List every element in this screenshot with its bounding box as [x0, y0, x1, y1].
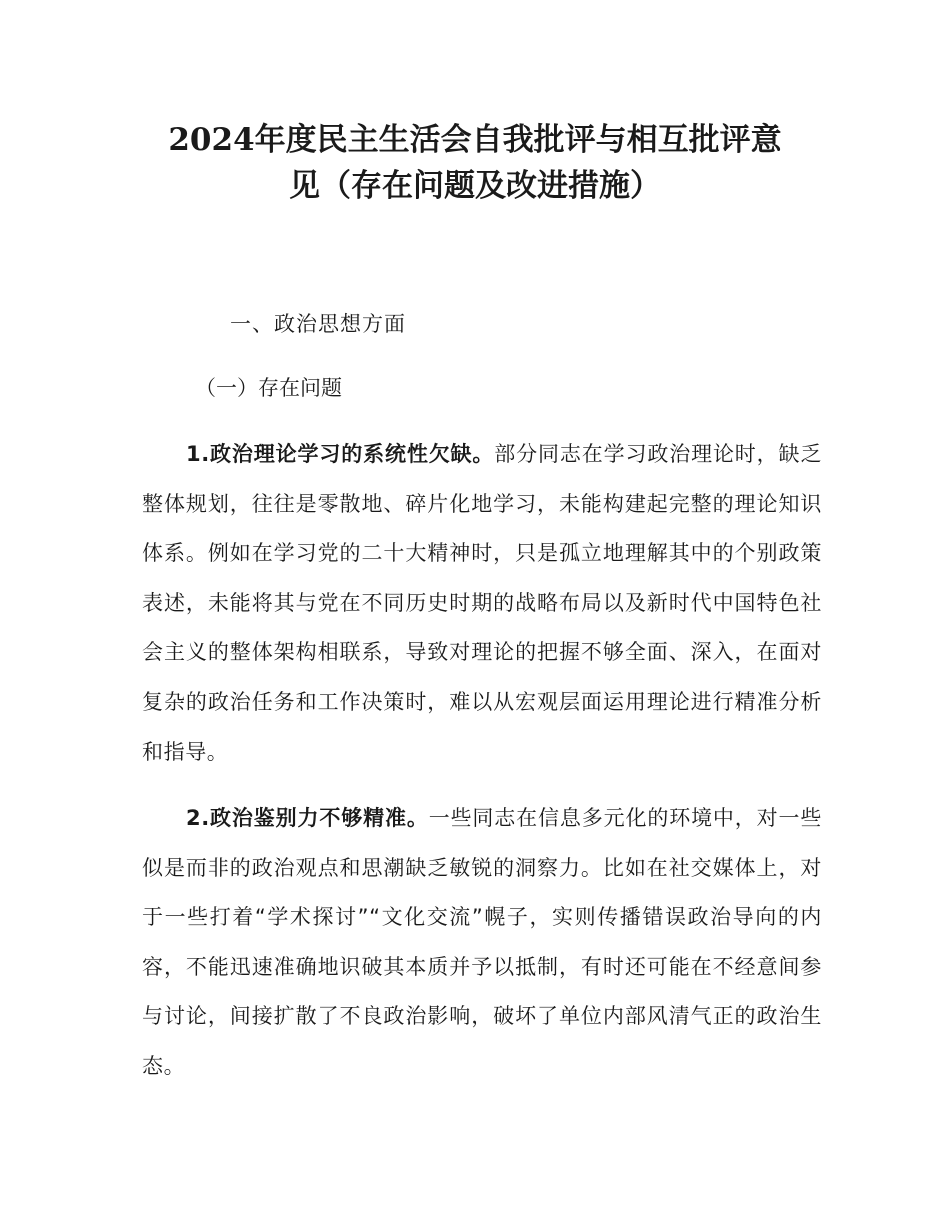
paragraph-2 — [142, 794, 822, 1092]
document-title-line-2: 见（存在问题及改进措施） — [289, 168, 661, 204]
paragraph-1-body: 部分同志在学习政治理论时，缺乏整体规划，往往是零散地、碎片化地学习，未能构建起完整的理论知识体系。例如在学习党的二十大精神时，只是孤立地理解其中的个别政策表述，未能将其与党在不同历史时期的战略布局以及新时代中国特色社会主义的整体架构相联系，导致对理论的把握不够全面、深入，在面对复杂的政治任务和工作决策时，难以从宏观层面运用理论进行精准分析和指导。 — [142, 442, 822, 764]
subsection-heading: （一）存在问题 — [195, 376, 342, 400]
paragraph-1 — [142, 430, 822, 777]
document-title-line-1: 2024年度民主生活会自我批评与相互批评意 — [168, 122, 782, 158]
paragraph-2-lead: 2.政治鉴别力不够精准。 — [186, 806, 429, 830]
section-heading: 一、政治思想方面 — [230, 312, 406, 336]
paragraph-2-body: 一些同志在信息多元化的环境中，对一些似是而非的政治观点和思潮缺乏敏锐的洞察力。比如在社交媒体上，对于一些打着“学术探讨”“文化交流”幌子，实则传播错误政治导向的内容，不能迅速准确地识破其本质并予以抵制，有时还可能在不经意间参与讨论，间接扩散了不良政治影响，破坏了单位内部风清气正的政治生态。 — [142, 806, 822, 1078]
paragraph-1-lead: 1.政治理论学习的系统性欠缺。 — [186, 442, 495, 466]
